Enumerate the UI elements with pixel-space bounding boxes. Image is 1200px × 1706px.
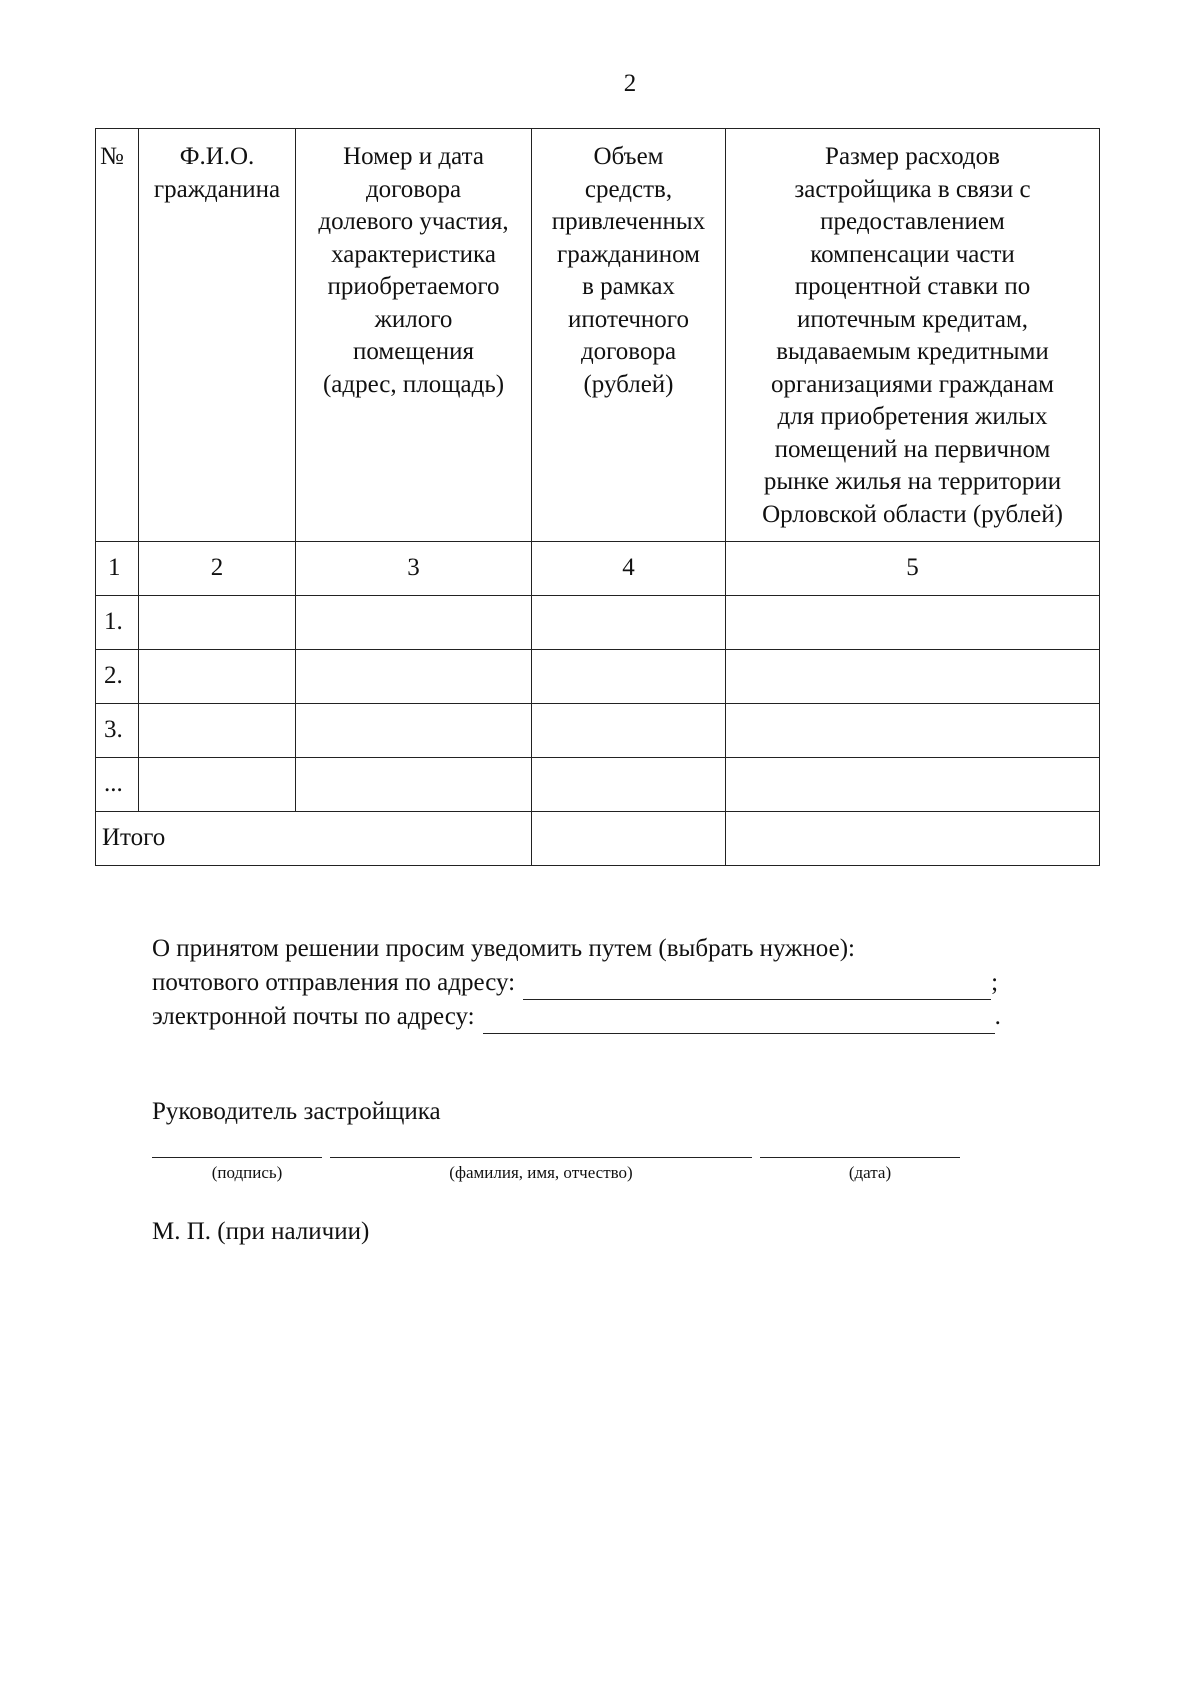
header-line: Номер и дата [343, 143, 484, 170]
header-line: для приобретения жилых [777, 403, 1048, 430]
citizen-name-cell[interactable] [139, 704, 296, 758]
header-line: № [100, 143, 124, 170]
citizen-name-cell[interactable] [139, 596, 296, 650]
postal-line [152, 966, 1001, 1000]
email-line [152, 1000, 1001, 1034]
header-line: Размер расходов [825, 143, 1000, 170]
header-line: привлеченных [551, 208, 706, 235]
header-line: в рамках [582, 273, 675, 300]
table-row [96, 704, 1100, 758]
header-line: помещения [353, 338, 474, 365]
header-line: выдаваемым кредитными [776, 338, 1049, 365]
funds-cell[interactable] [532, 596, 726, 650]
contract-cell[interactable] [296, 758, 532, 812]
expenses-cell[interactable] [726, 704, 1100, 758]
notification-intro-text: О принятом решении просим уведомить путем (выбрать нужное): [152, 935, 855, 962]
header-number [96, 129, 139, 542]
header-line: приобретаемого [327, 273, 500, 300]
table-row [96, 650, 1100, 704]
postal-end: ; [991, 969, 999, 996]
header-line: (рублей) [583, 370, 674, 398]
total-funds-cell[interactable] [532, 812, 726, 866]
postal-label: почтового отправления по адресу: [152, 969, 516, 996]
citizen-name-cell[interactable] [139, 758, 296, 812]
stamp-label: М. П. (при наличии) [152, 1218, 370, 1245]
header-line: ипотечного [568, 305, 689, 333]
page-number: 2 [623, 70, 637, 97]
funds-cell[interactable] [532, 704, 726, 758]
total-row [96, 812, 1100, 866]
full-name-field[interactable] [330, 1157, 752, 1158]
contract-cell[interactable] [296, 650, 532, 704]
expenses-cell[interactable] [726, 758, 1100, 812]
email-address-field[interactable] [483, 1009, 995, 1034]
header-line: характеристика [331, 240, 496, 268]
expenses-cell[interactable] [726, 650, 1100, 704]
total-expenses-cell[interactable] [726, 812, 1100, 866]
column-number: 1 [96, 542, 139, 596]
funds-cell[interactable] [532, 650, 726, 704]
header-line: Орловской области (рублей) [762, 500, 1063, 528]
notification-intro [152, 932, 1001, 966]
total-label: Итого [96, 812, 532, 866]
header-line: жилого [374, 305, 453, 333]
header-line: средств, [584, 175, 673, 203]
header-line: Ф.И.О. [179, 143, 255, 170]
manager-label: Руководитель застройщика [152, 1098, 441, 1125]
row-number: 1. [96, 596, 139, 650]
email-end: . [994, 1003, 1001, 1030]
header-contract-details [296, 129, 532, 542]
header-line: договора [580, 338, 677, 365]
header-citizen-name [139, 129, 296, 542]
header-line: организациями гражданам [770, 370, 1055, 398]
date-caption: (дата) [848, 1163, 892, 1182]
postal-address-field[interactable] [523, 975, 991, 1000]
header-line: ипотечным кредитам, [796, 305, 1029, 333]
header-line: Объем [593, 143, 664, 170]
header-developer-expenses [726, 129, 1100, 542]
full-name-caption: (фамилия, имя, отчество) [449, 1163, 633, 1182]
citizen-name-cell[interactable] [139, 650, 296, 704]
signature-field[interactable] [152, 1157, 322, 1158]
funds-cell[interactable] [532, 758, 726, 812]
column-number: 3 [296, 542, 532, 596]
header-line: процентной ставки по [794, 273, 1031, 300]
header-line: компенсации части [810, 240, 1015, 268]
column-number-row [96, 542, 1100, 596]
header-funds-volume [532, 129, 726, 542]
header-line: рынке жилья на территории [763, 468, 1062, 495]
header-line: долевого участия, [318, 208, 509, 235]
email-label: электронной почты по адресу: [152, 1003, 475, 1030]
date-field[interactable] [760, 1157, 960, 1158]
header-line: застройщика в связи с [794, 175, 1031, 203]
signature-caption: (подпись) [211, 1163, 283, 1182]
header-line: гражданином [557, 240, 700, 268]
header-row [96, 129, 1100, 542]
expenses-cell[interactable] [726, 596, 1100, 650]
compensation-table [95, 128, 1100, 866]
header-line: предоставлением [820, 208, 1005, 235]
contract-cell[interactable] [296, 704, 532, 758]
row-number: 3. [96, 704, 139, 758]
header-line: (адрес, площадь) [322, 370, 505, 398]
table-row [96, 596, 1100, 650]
row-number: ... [96, 758, 139, 812]
header-line: помещений на первичном [774, 435, 1051, 463]
notification-block [152, 932, 1001, 1034]
column-number: 2 [139, 542, 296, 596]
contract-cell[interactable] [296, 596, 532, 650]
column-number: 4 [532, 542, 726, 596]
header-line: гражданина [153, 175, 281, 203]
table-row [96, 758, 1100, 812]
row-number: 2. [96, 650, 139, 704]
column-number: 5 [726, 542, 1100, 596]
header-line: договора [365, 175, 462, 203]
